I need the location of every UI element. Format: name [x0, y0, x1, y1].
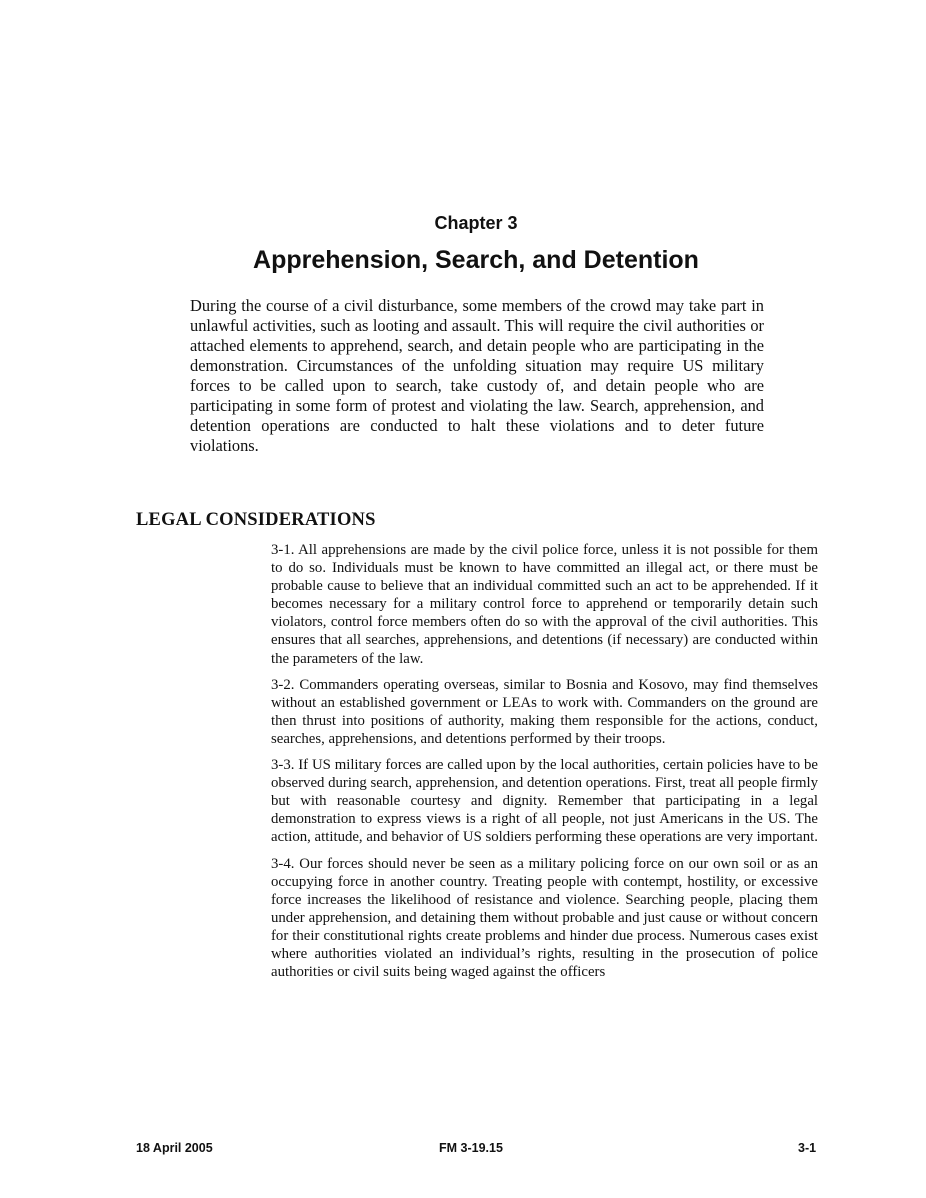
- paragraph-3-3: 3-3. If US military forces are called upon by the local authorities, certain policies have to be observed during search, apprehension, and detention operations. First, treat all people firmly but with reasonable courtesy and dignity. Remember that participating in a legal demonstration to express views is a right of all people, not just Americans in the US. The action, attitude, and behavior of US soldiers performing these operations are very important.: [271, 757, 818, 846]
- paragraph-3-2: 3-2. Commanders operating overseas, similar to Bosnia and Kosovo, may find themselves without an established government or LEAs to work with. Commanders on the ground are then thrust into positions of authority, making them responsible for the actions, conduct, searches, apprehensions, and detentions performed by their troops.: [271, 676, 818, 747]
- chapter-title: Apprehension, Search, and Detention: [253, 246, 699, 274]
- paragraph-3-1: 3-1. All apprehensions are made by the civil police force, unless it is not possible for them to do so. Individuals must be known to have committed an illegal act, or there must be probable cause to believe that an individual committed such an act to be apprehended. If it becomes necessary for a military control force to apprehend or temporarily detain such violators, control force members often do so with the approval of the civil authorities. This ensures that all searches, apprehensions, and detentions (if necessary) are conducted within the parameters of the law.: [271, 542, 818, 667]
- footer-publication: FM 3-19.15: [439, 1141, 503, 1155]
- paragraph-3-4: 3-4. Our forces should never be seen as a military policing force on our own soil or as an occupying force in another country. Treating people with contempt, hostility, or excessive force increases the likelihood of resistance and violence. Searching people, placing them under apprehension, and detaining them without probable and just cause or without concern for their constitutional rights create problems and hinder due process. Numerous cases exist where authorities violated an individual’s rights, resulting in the prosecution of police authorities or civil suits being waged against the officers: [271, 855, 818, 981]
- chapter-label: Chapter 3: [434, 213, 518, 233]
- footer-page-number: 3-1: [798, 1141, 817, 1155]
- chapter-intro: During the course of a civil disturbance, some members of the crowd may take part in unlawful activities, such as looting and assault. This will require the civil authorities or attached elements to apprehend, search, and detain people who are participating in the demonstration. Circumstances of the unfolding situation may require US military forces to be called upon to search, take custody of, and detain people who are participating in some form of protest and violating the law. Search, apprehension, and detention operations are conducted to halt these violations and to deter future violations.: [190, 296, 764, 455]
- section-heading-legal-considerations: LEGAL CONSIDERATIONS: [136, 510, 376, 530]
- footer-date: 18 April 2005: [136, 1141, 213, 1155]
- section-body: [271, 541, 818, 989]
